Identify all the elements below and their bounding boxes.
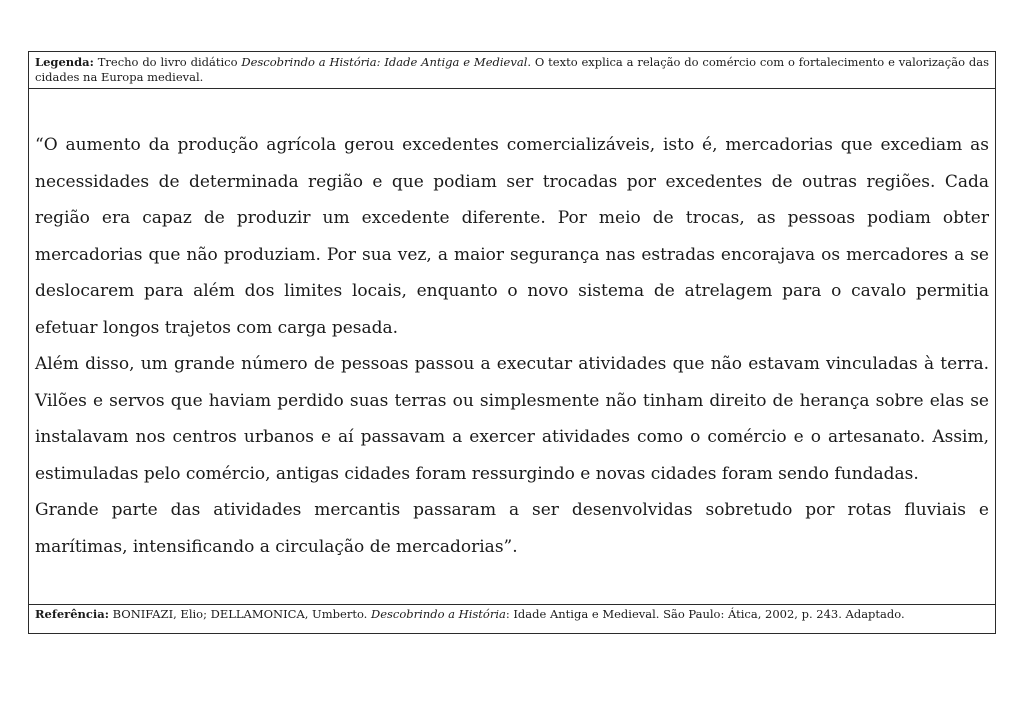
reference-book-title: Descobrindo a História <box>370 607 506 621</box>
reference-label: Referência: <box>35 607 109 621</box>
reference-box <box>29 605 995 635</box>
document-frame <box>28 51 996 634</box>
quote-box <box>29 89 995 605</box>
caption-label: Legenda: <box>35 55 94 69</box>
quote-paragraph-2: Além disso, um grande número de pessoas passou a executar atividades que não estavam vinculadas à terra. Vilões e servos que haviam perdido suas terras ou simplesmente não tinham direito de herança sobre elas se instalavam nos centros urbanos e aí passavam a exercer atividades como o comércio e o artesanato. Assim, estimuladas pelo comércio, antigas cidades foram ressurgindo e novas cidades foram sendo fundadas. <box>35 354 989 484</box>
reference-authors: BONIFAZI, Elio; DELLAMONICA, Umberto. <box>108 607 371 621</box>
reference-details: : Idade Antiga e Medieval. São Paulo: Ática, 2002, p. 243. Adaptado. <box>505 607 905 621</box>
quote-paragraph-3: Grande parte das atividades mercantis passaram a ser desenvolvidas sobretudo por rotas fluviais e marítimas, intensificando a circulação de mercadorias”. <box>35 500 989 557</box>
caption-description: . O texto explica a relação do comércio com o fortalecimento e valorização das cidades na Europa medieval. <box>35 55 989 84</box>
caption-box <box>29 52 995 89</box>
caption-intro: Trecho do livro didático <box>93 55 242 69</box>
caption-book-title: Descobrindo a História: Idade Antiga e Medieval <box>241 55 528 69</box>
quote-paragraph-1: “O aumento da produção agrícola gerou excedentes comercializáveis, isto é, mercadorias que excediam as necessidades de determinada região e que podiam ser trocadas por excedentes de outras regiões. Cada região era capaz de produzir um excedente diferente. Por meio de trocas, as pessoas podiam obter mercadorias que não produziam. Por sua vez, a maior segurança nas estradas encorajava os mercadores a se deslocarem para além dos limites locais, enquanto o novo sistema de atrelagem para o cavalo permitia efetuar longos trajetos com carga pesada. <box>35 135 989 338</box>
